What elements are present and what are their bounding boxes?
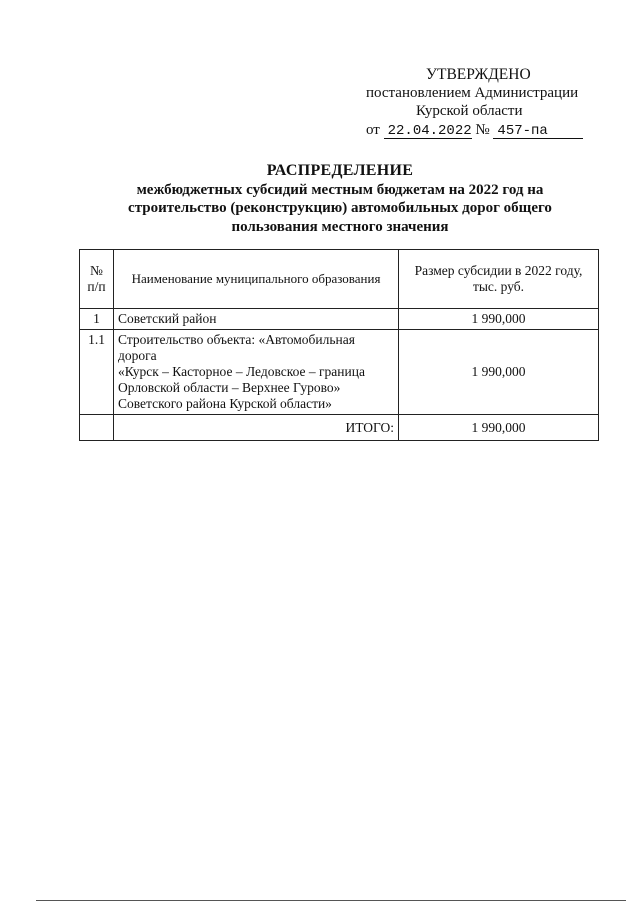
approval-block — [360, 66, 600, 139]
approval-title: УТВЕРЖДЕНО — [426, 66, 531, 83]
approval-date-field: 22.04.2022 — [384, 124, 472, 139]
heading-line-2: строительство (реконструкцию) автомобильных дорог общего — [128, 200, 552, 216]
approval-issuer-line: постановлением Администрации — [366, 85, 579, 101]
row-value: 1 990,000 — [399, 309, 599, 330]
row-name-line: Советского района Курской области» — [118, 396, 332, 411]
header-number-sign: № — [90, 263, 103, 278]
heading-title: РАСПРЕДЕЛЕНИЕ — [266, 162, 414, 179]
header-number — [80, 250, 114, 309]
header-size-line-2: тыс. руб. — [472, 279, 525, 294]
table-row — [80, 330, 599, 415]
row-name-line: Советский район — [118, 311, 217, 326]
approval-region-line: Курской области — [416, 103, 523, 119]
header-subsidy-size — [399, 250, 599, 309]
page-bottom-rule — [36, 900, 626, 901]
approval-number-field: 457-па — [493, 124, 583, 139]
row-name — [114, 330, 399, 415]
row-number: 1 — [80, 309, 114, 330]
row-value: 1 990,000 — [399, 330, 599, 415]
heading-line-3: пользования местного значения — [231, 218, 449, 235]
distribution-table — [79, 249, 599, 441]
table-total-row — [80, 415, 599, 441]
total-number-empty — [80, 415, 114, 441]
header-number-pp: п/п — [87, 279, 106, 294]
header-name: Наименование муниципального образования — [114, 250, 399, 309]
total-label: ИТОГО: — [114, 415, 399, 441]
row-name-line: Орловской области – Верхнее Гурово» — [118, 380, 341, 395]
total-value: 1 990,000 — [399, 415, 599, 441]
number-prefix: № — [475, 122, 490, 138]
row-number: 1.1 — [80, 330, 114, 415]
header-size-line-1: Размер субсидии в 2022 году, — [414, 263, 583, 278]
row-name — [114, 309, 399, 330]
date-prefix: от — [366, 122, 380, 138]
row-name-line: «Курск – Касторное – Ледовское – граница — [118, 364, 365, 379]
table-row — [80, 309, 599, 330]
table-header-row — [80, 250, 599, 309]
approval-date-number-line — [360, 121, 600, 139]
row-name-line: Строительство объекта: «Автомобильная дорога — [118, 332, 355, 363]
document-heading — [80, 162, 600, 236]
heading-line-1: межбюджетных субсидий местным бюджетам на 2022 год на — [136, 181, 544, 198]
